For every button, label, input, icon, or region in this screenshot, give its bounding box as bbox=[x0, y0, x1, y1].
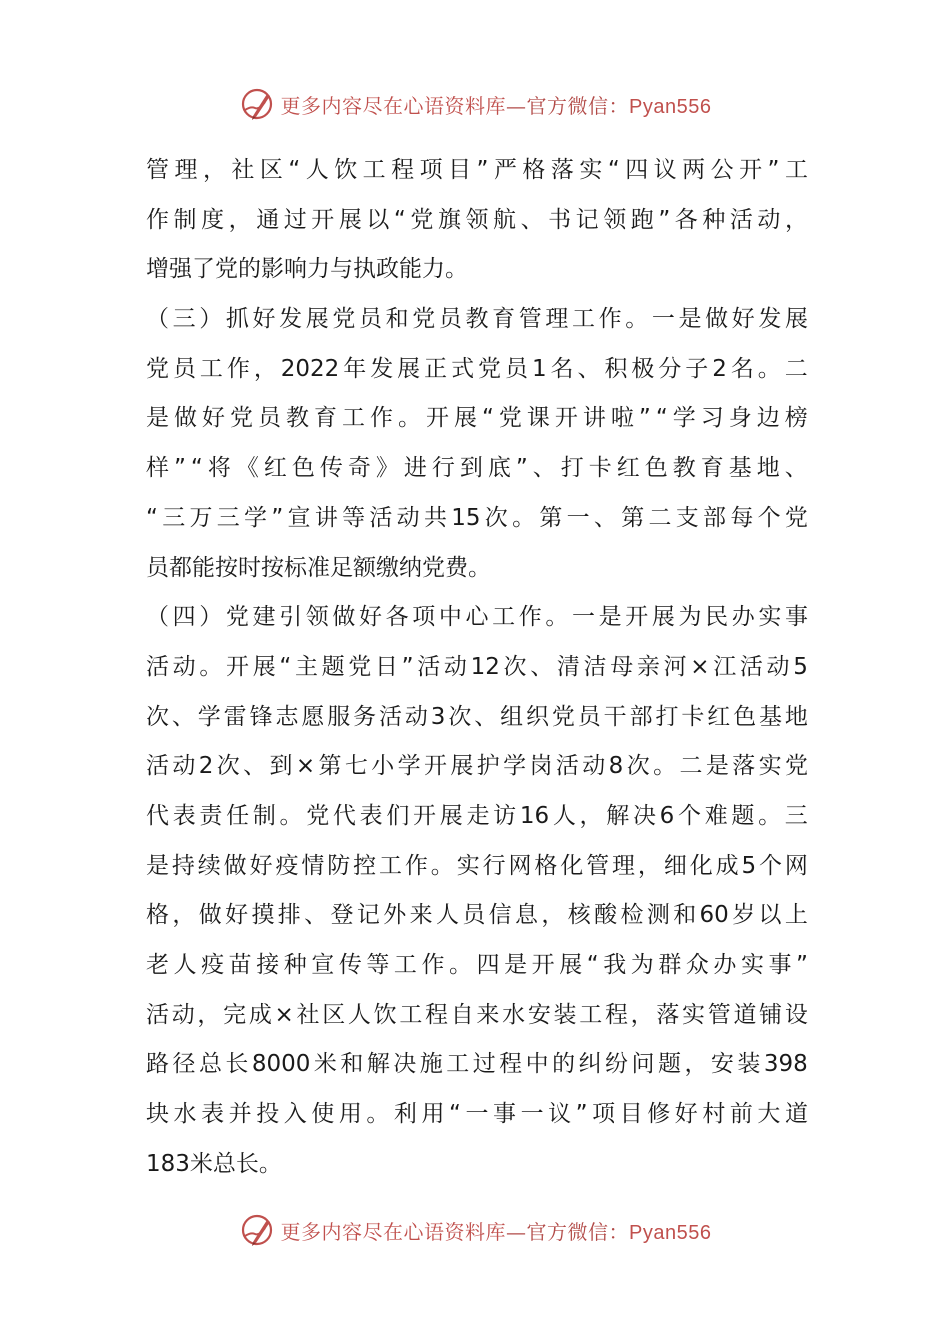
text-line: 活 动 。 开 展 “ 主 题 党 日 ” 活 动 12 次 、 清 洁 母 亲 河 × 江 活 动 5 bbox=[146, 653, 808, 680]
text-line: （ 四 ） 党 建 引 领 做 好 各 项 中 心 工 作 。 一 是 开 展 为 民 办 实 事 bbox=[146, 604, 808, 631]
text-line: 作 制 度 ， 通 过 开 展 以 “ 党 旗 领 航 、 书 记 领 跑 ” 各 种 活 动 ， bbox=[146, 206, 808, 233]
text-line: 代 表 责 任 制 。 党 代 表 们 开 展 走 访 16 人 ， 解 决 6 个 难 题 。 三 bbox=[146, 802, 808, 829]
header-watermark bbox=[0, 82, 950, 126]
text-line: 块 水 表 并 投 入 使 用 。 利 用 “ 一 事 一 议 ” 项 目 修 好 村 前 大 道 bbox=[146, 1101, 808, 1128]
watermark-dash: — bbox=[506, 1219, 527, 1244]
text-line: 增 强 了 党 的 影 响 力 与 执 政 能 力 。 bbox=[146, 256, 468, 283]
document-body bbox=[146, 146, 808, 1189]
text-line: 党 员 工 作 ， 2022 年 发 展 正 式 党 员 1 名 、 积 极 分 子 2 名 。 二 bbox=[146, 355, 808, 382]
text-line: 管 理 ， 社 区 “ 人 饮 工 程 项 目 ” 严 格 落 实 “ 四 议 两 公 开 ” 工 bbox=[146, 157, 808, 183]
watermark-text bbox=[281, 1216, 712, 1245]
text-line: 格 ， 做 好 摸 排 、 登 记 外 来 人 员 信 息 ， 核 酸 检 测 和 60 岁 以 上 bbox=[146, 902, 808, 929]
text-line: 员 都 能 按 时 按 标 准 足 额 缴 纳 党 费 。 bbox=[146, 554, 491, 581]
text-line: 活 动 ， 完 成 × 社 区 人 饮 工 程 自 来 水 安 装 工 程 ， 落 实 管 道 铺 设 bbox=[146, 1001, 808, 1028]
pen-circle-icon bbox=[239, 1212, 275, 1248]
text-line: 路 径 总 长 8000 米 和 解 决 施 工 过 程 中 的 纠 纷 问 题 ， 安 装 398 bbox=[146, 1051, 808, 1078]
text-line: 次 、 学 雷 锋 志 愿 服 务 活 动 3 次 、 组 织 党 员 干 部 打 卡 红 色 基 地 bbox=[146, 703, 808, 730]
footer-watermark bbox=[0, 1208, 950, 1252]
watermark-site: 更多内容尽在心语资料库 bbox=[280, 1219, 507, 1244]
watermark-wechat-label: 官方微信： bbox=[526, 1219, 630, 1244]
watermark-wechat-id: Pyan556 bbox=[629, 1221, 712, 1244]
text-line: “ 三 万 三 学 ” 宣 讲 等 活 动 共 15 次 。 第 一 、 第 二 支 部 每 个 党 bbox=[146, 504, 808, 531]
watermark-text bbox=[281, 90, 712, 119]
text-line: 是 持 续 做 好 疫 情 防 控 工 作 。 实 行 网 格 化 管 理 ， 细 化 成 5 个 网 bbox=[146, 852, 808, 879]
text-line: 是 做 好 党 员 教 育 工 作 。 开 展 “ 党 课 开 讲 啦 ” “ 学 习 身 边 榜 bbox=[146, 405, 808, 432]
text-line: 样 ” “ 将 《 红 色 传 奇 》 进 行 到 底 ” 、 打 卡 红 色 教 育 基 地 、 bbox=[146, 455, 808, 482]
text-line: 老 人 疫 苗 接 种 宣 传 等 工 作 。 四 是 开 展 “ 我 为 群 众 办 实 事 ” bbox=[146, 952, 808, 978]
watermark-site: 更多内容尽在心语资料库 bbox=[280, 93, 507, 118]
pen-circle-icon bbox=[239, 86, 275, 122]
watermark-wechat-id: Pyan556 bbox=[629, 95, 712, 118]
watermark-dash: — bbox=[506, 93, 527, 118]
watermark-wechat-label: 官方微信： bbox=[526, 93, 630, 118]
text-line: 183 米 总 长 。 bbox=[146, 1150, 282, 1177]
text-line: （ 三 ） 抓 好 发 展 党 员 和 党 员 教 育 管 理 工 作 。 一 是 做 好 发 展 bbox=[146, 306, 808, 333]
text-line: 活 动 2 次 、 到 × 第 七 小 学 开 展 护 学 岗 活 动 8 次 。 二 是 落 实 党 bbox=[146, 753, 808, 780]
